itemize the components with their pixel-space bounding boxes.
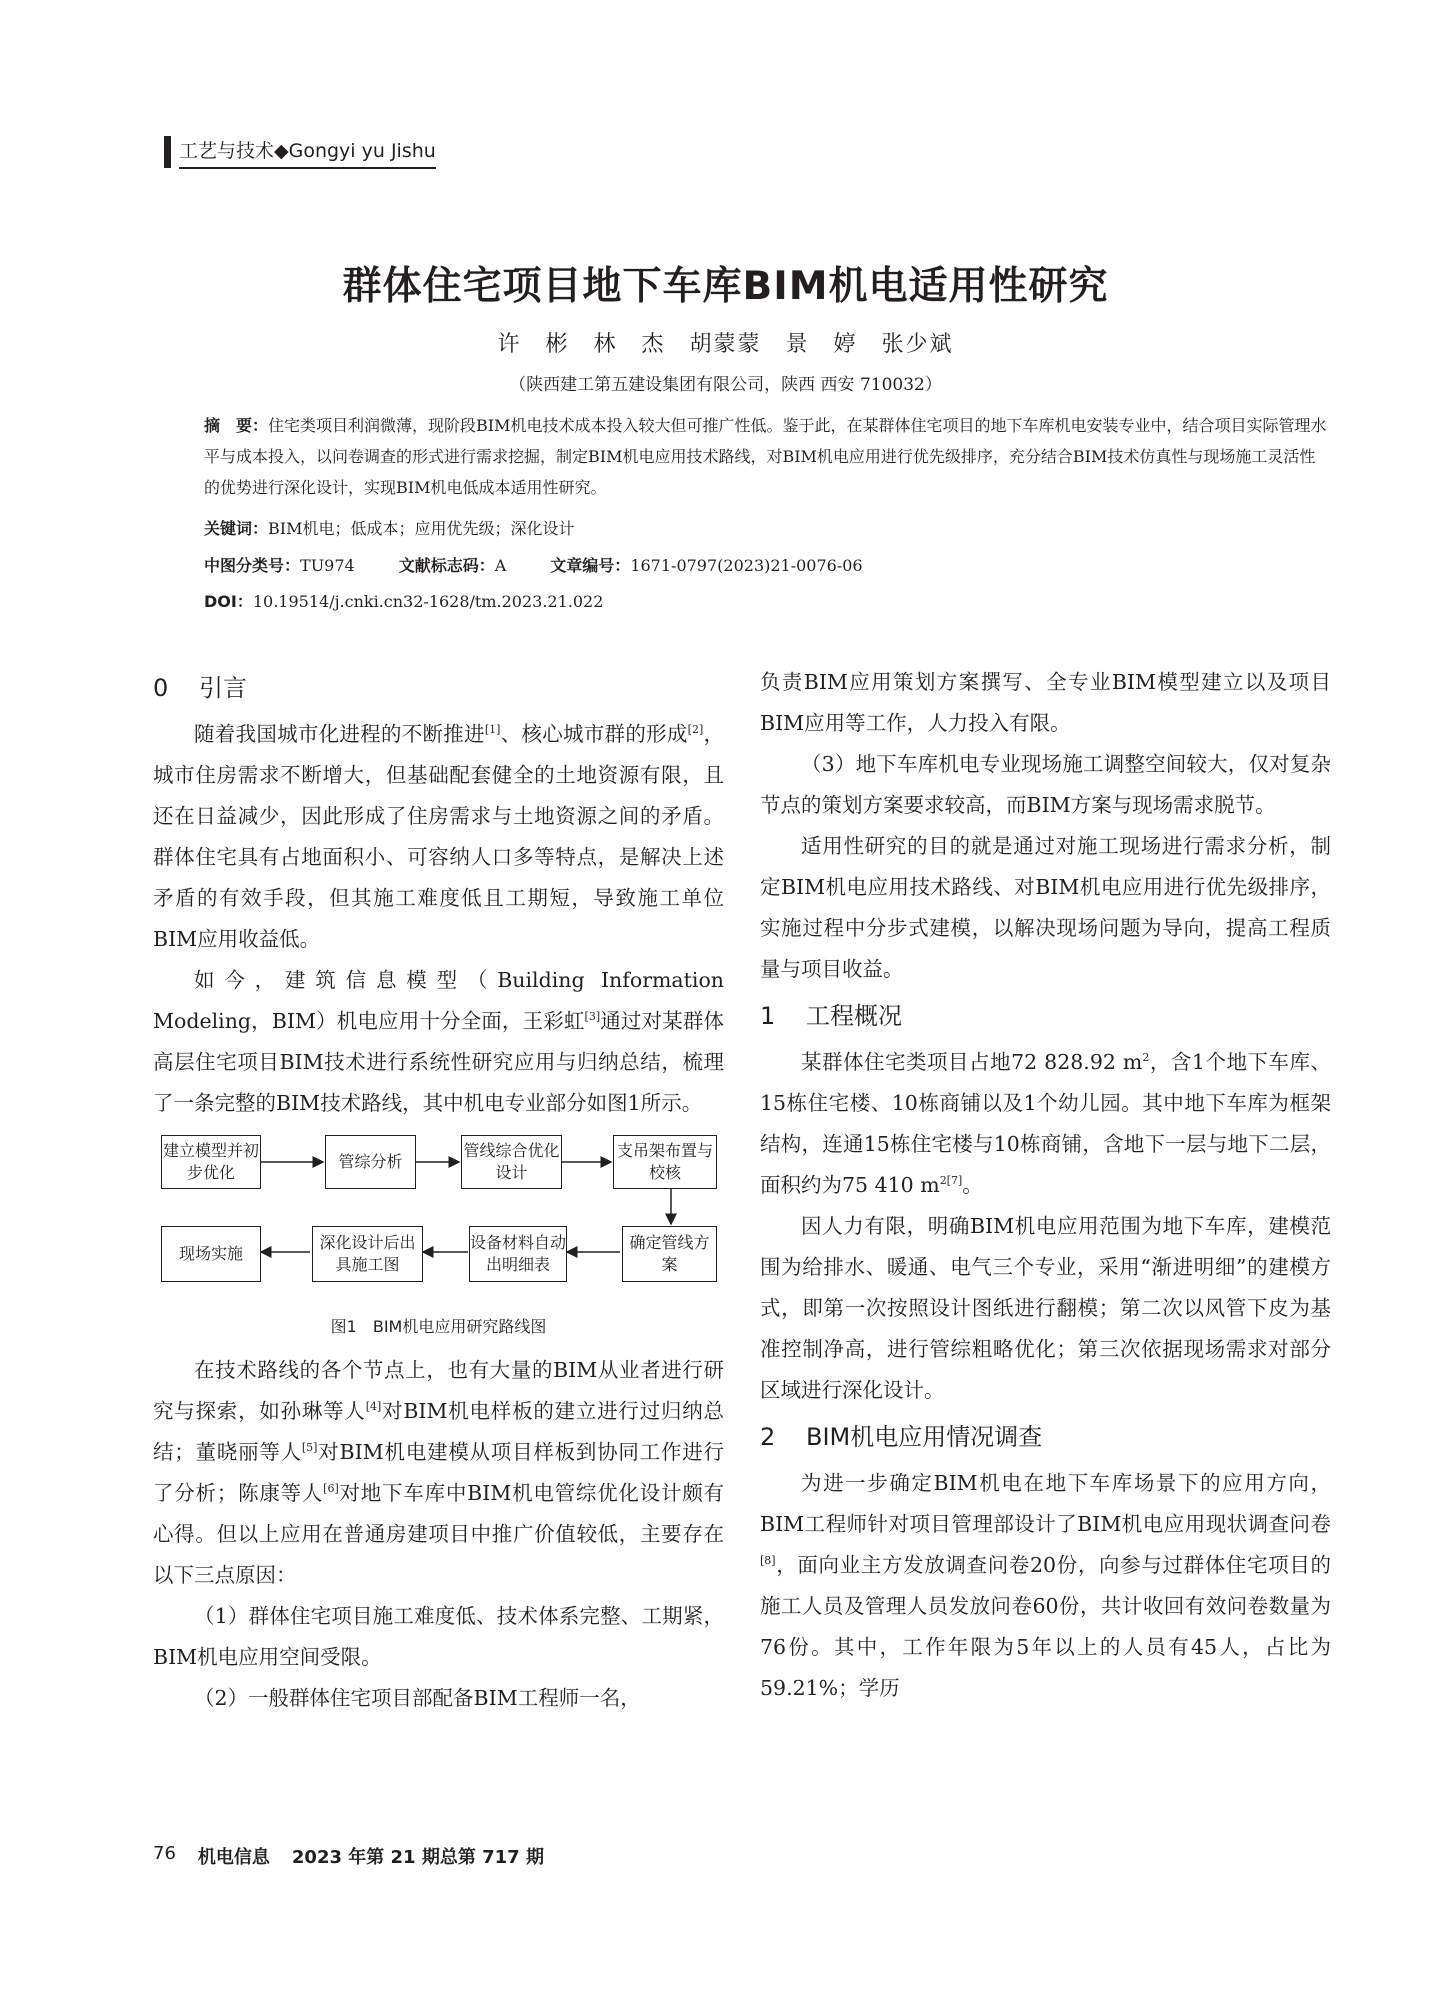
abstract-text: 住宅类项目利润微薄，现阶段BIM机电技术成本投入较大但可推广性低。鉴于此，在某群体住宅项目的地下车库机电安装专业中，结合项目实际管理水平与成本投入，以问卷调查的形式进行需求挖掘，制定BIM机电应用技术路线，对BIM机电应用进行优先级排序，充分结合BIM技术仿真性与现场施工灵活性的优势进行深化设计，实现BIM机电低成本适用性研究。: [204, 416, 1327, 497]
flow-step-build-model: 建立模型并初步优化: [161, 1135, 261, 1189]
clc-value: TU974: [300, 556, 355, 575]
heading-number: 0: [153, 674, 169, 702]
paragraph: 如今，建筑信息模型（Building Information Modeling，BIM）机电应用十分全面，王彩虹[3]通过对某群体高层住宅项目BIM技术进行系统性研究应用与归纳总结，梳理了一条完整的BIM技术路线，其中机电专业部分如图1所示。: [153, 968, 725, 1115]
article-number-value: 1671-0797(2023)21-0076-06: [630, 556, 863, 575]
doc-label: 文献标志码：: [398, 556, 495, 575]
superscript: 2: [1142, 1051, 1150, 1065]
abstract: [204, 410, 1328, 503]
clc-label: 中图分类号：: [204, 556, 301, 575]
section-heading-2: [760, 1411, 1331, 1463]
flow-step-material-list: 设备材料自动出明细表: [469, 1226, 567, 1282]
keywords-label: 关键词：: [204, 519, 269, 538]
issue-info: 2023 年第 21 期总第 717 期: [291, 1847, 544, 1868]
doi: [204, 589, 603, 612]
heading-number: 1: [760, 1002, 776, 1030]
header-label: 工艺与技术◆Gongyi yu Jishu: [179, 136, 436, 169]
citation: [8]: [760, 1554, 776, 1568]
paragraph: 某群体住宅类项目占地72 828.92 $m^2$，含1个地下车库、15栋住宅楼、10栋商铺以及1个幼儿园。其中地下车库为框架结构，连通15栋住宅楼与10栋商铺，含地下一层与地下二层，面积约为75 410 $m^{2[7]}$。: [760, 1050, 1331, 1197]
page-footer: [153, 1843, 544, 1869]
affiliation: （陕西建工第五建设集团有限公司，陕西 西安 710032）: [509, 375, 942, 395]
paragraph: 在技术路线的各个节点上，也有大量的BIM从业者进行研究与探索，如孙琳等人[4]对BIM机电样板的建立进行过归纳总结；董晓丽等人[5]对BIM机电建模从项目样板到协同工作进行了分析；陈康等人[6]对地下车库中BIM机电管综优化设计颇有心得。但以上应用在普通房建项目中推广价值较低，主要存在以下三点原因：: [153, 1358, 725, 1587]
paragraph: （3）地下车库机电专业现场施工调整空间较大，仅对复杂节点的策划方案要求较高，而BIM方案与现场需求脱节。: [760, 752, 1331, 817]
heading-text: 工程概况: [806, 1002, 902, 1030]
flow-step-pipe-optimization: 管线综合优化设计: [461, 1135, 562, 1189]
section-heading-0: [153, 662, 724, 714]
paragraph: 因人力有限，明确BIM机电应用范围为地下车库，建模范围为给排水、暖通、电气三个专业，采用“渐进明细”的建模方式，即第一次按照设计图纸进行翻模；第二次以风管下皮为基准控制净高，进行管综粗略优化；第三次依据现场需求对部分区域进行深化设计。: [760, 1214, 1331, 1402]
citation: [6]: [323, 1482, 339, 1496]
figure-1-flowchart: [153, 1124, 724, 1304]
flow-step-clash-analysis: 管综分析: [325, 1135, 416, 1189]
keywords-text: BIM机电；低成本；应用优先级；深化设计: [268, 519, 575, 538]
classification: [204, 553, 863, 576]
figure-1-caption: 图1 BIM机电应用研究路线图: [330, 1317, 547, 1336]
citation: [2]: [687, 723, 704, 737]
page-number: 76: [153, 1843, 176, 1864]
heading-text: 引言: [199, 674, 247, 702]
doi-value: 10.19514/j.cnki.cn32-1628/tm.2023.21.022: [252, 592, 604, 611]
journal-name: 机电信息: [197, 1847, 270, 1868]
paragraph: （2）一般群体住宅项目部配备BIM工程师一名，: [194, 1686, 641, 1710]
citation: [3]: [584, 1010, 601, 1024]
heading-number: 2: [760, 1423, 776, 1451]
authors: 许 彬 林 杰 胡蒙蒙 景 婷 张少斌: [497, 332, 954, 357]
citation: [1]: [484, 723, 501, 737]
paragraph: 随着我国城市化进程的不断推进[1]、核心城市群的形成[2]，城市住房需求不断增大，但基础配套健全的土地资源有限，且还在日益减少，因此形成了住房需求与土地资源之间的矛盾。群体住宅具有占地面积小、可容纳人口多等特点，是解决上述矛盾的有效手段，但其施工难度低且工期短，导致施工单位BIM应用收益低。: [153, 722, 725, 951]
flow-step-confirm-scheme: 确定管线方案: [622, 1226, 717, 1282]
doc-value: A: [494, 556, 507, 575]
flow-step-site-implementation: 现场实施: [161, 1226, 261, 1282]
abstract-label: 摘 要：: [204, 416, 269, 435]
keywords: [204, 516, 574, 539]
citation: 2[7]: [939, 1174, 963, 1188]
doi-label: DOI：: [204, 592, 253, 611]
section-heading-1: [760, 990, 1331, 1042]
left-column: [153, 662, 724, 1719]
section-header: [164, 132, 436, 172]
paragraph: 负责BIM应用策划方案撰写、全专业BIM模型建立以及项目BIM应用等工作，人力投入有限。: [760, 670, 1331, 735]
header-bar: [164, 136, 171, 168]
flow-step-construction-drawing: 深化设计后出具施工图: [312, 1226, 423, 1282]
paragraph: （1）群体住宅项目施工难度低、技术体系完整、工期紧，BIM机电应用空间受限。: [153, 1604, 724, 1669]
flow-step-support-layout: 支吊架布置与校核: [613, 1135, 717, 1189]
paragraph: 为进一步确定BIM机电在地下车库场景下的应用方向，BIM工程师针对项目管理部设计了BIM机电应用现状调查问卷[8]，面向业主方发放调查问卷20份，向参与过群体住宅项目的施工人员及管理人员发放问卷60份，共计收回有效问卷数量为76份。其中，工作年限为5年以上的人员有45人，占比为59.21%；学历: [760, 1471, 1331, 1700]
heading-text: BIM机电应用情况调查: [806, 1423, 1043, 1451]
article-title: 群体住宅项目地下车库BIM机电适用性研究: [342, 264, 1109, 309]
article-number-label: 文章编号：: [550, 556, 631, 575]
citation: [5]: [301, 1441, 318, 1455]
right-column: [760, 662, 1331, 1709]
citation: [4]: [365, 1400, 382, 1414]
paragraph: 适用性研究的目的就是通过对施工现场进行需求分析，制定BIM机电应用技术路线、对BIM机电应用进行优先级排序，实施过程中分步式建模，以解决现场问题为导向，提高工程质量与项目收益。: [760, 834, 1331, 981]
